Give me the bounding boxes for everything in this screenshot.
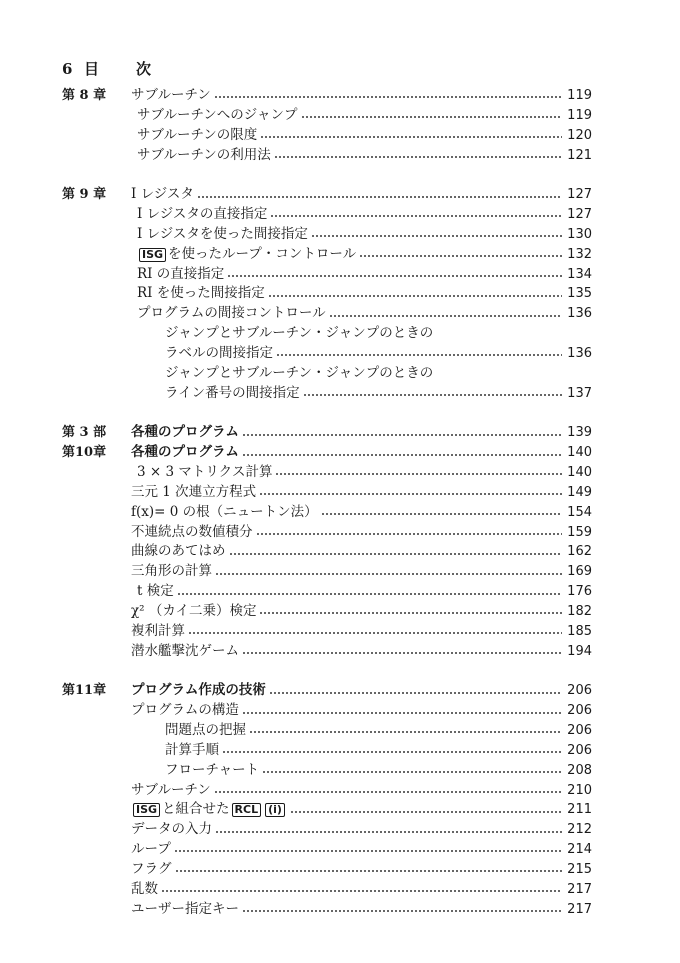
- entry-body: [131, 86, 592, 106]
- page-number: 6: [62, 60, 73, 78]
- entry-body: [137, 304, 592, 324]
- dot-leader: [174, 850, 562, 852]
- dot-leader: [214, 791, 562, 793]
- page-ref: 212: [567, 822, 592, 838]
- dot-leader: [269, 692, 562, 694]
- entry-body: [165, 344, 592, 364]
- entry-title-text: 乱数: [131, 880, 158, 897]
- dot-leader: [242, 712, 562, 714]
- entry-title-text: 潜水艦撃沈ゲーム: [131, 642, 239, 659]
- entry-title: [131, 642, 242, 662]
- dot-leader: [161, 890, 562, 892]
- entry-title-text: フローチャート: [165, 761, 260, 778]
- toc-entry: [62, 185, 592, 205]
- entry-body: [131, 423, 592, 443]
- toc-entry: [62, 106, 592, 126]
- dot-leader: [262, 771, 562, 773]
- dot-leader: [274, 156, 562, 158]
- entry-title: [137, 265, 227, 285]
- page-ref: 137: [567, 385, 592, 401]
- entry-title-text: 三元 1 次連立方程式: [131, 483, 257, 500]
- entry-body: [131, 800, 592, 820]
- entry-title: [131, 820, 215, 840]
- page-header: [62, 58, 151, 79]
- key-label: ISG: [139, 248, 166, 262]
- entry-body: [165, 761, 592, 781]
- dot-leader: [329, 315, 562, 317]
- entry-body: [165, 721, 592, 741]
- entry-body: [165, 324, 592, 344]
- toc-entry: [62, 86, 592, 106]
- dot-leader: [260, 136, 562, 138]
- entry-body: [165, 741, 592, 761]
- dot-leader: [303, 394, 562, 396]
- dot-leader: [242, 454, 562, 456]
- entry-title-text: データの入力: [131, 821, 212, 838]
- toc-entry: [62, 284, 592, 304]
- page-ref: 127: [567, 207, 592, 223]
- entry-body: [131, 840, 592, 860]
- chapter-label: 第 8 章: [62, 88, 107, 103]
- entry-title-text: χ² （カイ二乗）検定: [131, 602, 257, 619]
- toc-entry: [62, 860, 592, 880]
- entry-title: [131, 185, 197, 205]
- entry-body: [131, 900, 592, 920]
- entry-title: [131, 443, 242, 463]
- entry-title: [131, 86, 214, 106]
- chapter-label: 第10章: [62, 445, 107, 461]
- entry-body: [137, 265, 592, 285]
- page-ref: 154: [567, 504, 592, 520]
- page-ref: 119: [567, 88, 592, 103]
- entry-title-text: 問題点の把握: [165, 722, 246, 738]
- entry-title-text: RI の直接指定: [137, 265, 225, 282]
- entry-title: [165, 384, 303, 404]
- entry-title: [165, 741, 222, 761]
- toc-entry: [62, 225, 592, 245]
- entry-title-text: f(x)= 0 の根（ニュートン法）: [131, 503, 318, 520]
- toc-entry: [62, 364, 592, 384]
- page-ref: 140: [567, 465, 592, 481]
- toc-entry: [62, 443, 592, 463]
- key-label: ISG: [133, 803, 160, 817]
- entry-title: [137, 106, 301, 126]
- entry-body: [131, 622, 592, 642]
- entry-title-text: ユーザー指定キー: [131, 900, 239, 917]
- dot-leader: [197, 196, 562, 198]
- table-of-contents: [62, 86, 592, 919]
- entry-title-text: 各種のプログラム: [131, 424, 239, 441]
- page-ref: 136: [567, 345, 592, 361]
- page-ref: 121: [567, 147, 592, 163]
- toc-entry: [62, 542, 592, 562]
- entry-title-text: ジャンプとサブルーチン・ジャンプのときの: [165, 364, 434, 381]
- entry-body: [131, 503, 592, 523]
- entry-title-text: サブルーチン: [131, 87, 211, 103]
- page-ref: 120: [567, 127, 592, 143]
- entry-body: [137, 146, 592, 166]
- page-ref: 176: [567, 584, 592, 600]
- entry-title: [137, 146, 274, 166]
- page-ref: 208: [567, 762, 592, 778]
- dot-leader: [276, 354, 562, 356]
- entry-title: [131, 900, 242, 920]
- toc-entry: [62, 642, 592, 662]
- entry-title: [131, 562, 215, 582]
- toc-entry: [62, 701, 592, 721]
- dot-leader: [259, 612, 562, 614]
- entry-title: [137, 245, 359, 265]
- entry-title: [131, 681, 269, 701]
- dot-leader: [175, 870, 563, 872]
- dot-leader: [321, 513, 562, 515]
- page-ref: 130: [567, 226, 592, 242]
- entry-body: [165, 364, 592, 384]
- entry-title: [137, 225, 311, 245]
- page-ref: 206: [567, 742, 592, 758]
- dot-leader: [256, 533, 563, 535]
- header-word-2: 次: [136, 60, 152, 78]
- toc-entry: [62, 384, 592, 404]
- page-ref: 134: [567, 266, 592, 282]
- entry-title-text: サブルーチンの限度: [137, 126, 258, 143]
- dot-leader: [242, 434, 562, 436]
- page-ref: 140: [567, 445, 592, 461]
- entry-title-text: と組合せた: [162, 801, 230, 818]
- entry-title-text: ジャンプとサブルーチン・ジャンプのときの: [165, 325, 434, 342]
- toc-entry: [62, 602, 592, 622]
- page-ref: 159: [567, 524, 592, 540]
- page-ref: 217: [567, 901, 592, 917]
- entry-title-text: を使ったループ・コントロール: [168, 245, 357, 262]
- entry-title: [137, 205, 270, 225]
- page-ref: 127: [567, 187, 592, 203]
- toc-entry: [62, 800, 592, 820]
- dot-leader: [242, 652, 562, 654]
- entry-body: [131, 880, 592, 900]
- dot-leader: [229, 553, 563, 555]
- chapter-label: 第 9 章: [62, 187, 107, 203]
- entry-title: [137, 284, 268, 304]
- toc-entry: [62, 840, 592, 860]
- entry-body: [137, 582, 592, 602]
- entry-body: [131, 860, 592, 880]
- toc-entry: [62, 781, 592, 801]
- toc-entry: [62, 681, 592, 701]
- dot-leader: [311, 235, 562, 237]
- entry-title-text: ラベルの間接指定: [165, 344, 273, 361]
- dot-leader: [177, 593, 562, 595]
- entry-body: [131, 483, 592, 503]
- dot-leader: [227, 275, 562, 277]
- entry-title: [137, 582, 177, 602]
- page-ref: 136: [567, 306, 592, 322]
- entry-body: [137, 463, 592, 483]
- entry-title: [131, 840, 174, 860]
- page-ref: 149: [567, 484, 592, 500]
- dot-leader: [359, 255, 562, 257]
- dot-leader: [270, 215, 562, 217]
- entry-body: [131, 562, 592, 582]
- dot-leader: [249, 731, 562, 733]
- dot-leader: [215, 831, 562, 833]
- entry-body: [137, 126, 592, 146]
- toc-entry: [62, 820, 592, 840]
- toc-entry: [62, 523, 592, 543]
- entry-title: [131, 483, 259, 503]
- entry-title: [165, 761, 262, 781]
- entry-title-text: I レジスタを使った間接指定: [137, 225, 308, 242]
- dot-leader: [222, 751, 562, 753]
- entry-title: [131, 800, 290, 820]
- entry-body: [137, 106, 592, 126]
- entry-title: [131, 542, 229, 562]
- entry-body: [137, 245, 592, 265]
- entry-title-text: サブルーチン: [131, 781, 211, 798]
- entry-body: [131, 681, 592, 701]
- toc-entry: [62, 880, 592, 900]
- entry-title: [137, 126, 260, 146]
- toc-entry: [62, 741, 592, 761]
- page-ref: 185: [567, 623, 592, 639]
- toc-entry: [62, 423, 592, 443]
- dot-leader: [275, 473, 562, 475]
- entry-title-text: 三角形の計算: [131, 563, 212, 580]
- entry-title-text: 計算手順: [165, 741, 219, 758]
- entry-title: [131, 622, 188, 642]
- entry-body: [131, 443, 592, 463]
- page-ref: 215: [567, 861, 592, 877]
- entry-title: [131, 880, 161, 900]
- dot-leader: [301, 116, 562, 118]
- dot-leader: [188, 632, 562, 634]
- entry-title-text: 3 × 3 マトリクス計算: [137, 464, 273, 481]
- entry-title: [137, 463, 275, 483]
- page-ref: 206: [567, 703, 592, 719]
- entry-body: [137, 205, 592, 225]
- toc-entry: [62, 582, 592, 602]
- toc-entry: [62, 205, 592, 225]
- header-word-1: 目: [84, 60, 100, 78]
- entry-title: [137, 304, 329, 324]
- chapter-label: 第11章: [62, 683, 107, 699]
- toc-entry: [62, 126, 592, 146]
- entry-title: [131, 602, 259, 622]
- key-label: RCL: [232, 803, 262, 817]
- key-label: (i): [265, 803, 285, 817]
- entry-title: [131, 423, 242, 443]
- entry-body: [165, 384, 592, 404]
- entry-title-text: サブルーチンへのジャンプ: [137, 106, 298, 123]
- dot-leader: [259, 493, 562, 495]
- toc-entry: [62, 146, 592, 166]
- toc-entry: [62, 900, 592, 920]
- entry-body: [131, 602, 592, 622]
- entry-title-text: サブルーチンの利用法: [137, 146, 271, 163]
- page-ref: 182: [567, 603, 592, 619]
- toc-entry: [62, 562, 592, 582]
- toc-entry: [62, 344, 592, 364]
- entry-body: [131, 185, 592, 205]
- entry-title: [165, 364, 436, 384]
- toc-entry: [62, 463, 592, 483]
- entry-body: [137, 284, 592, 304]
- page-ref: 214: [567, 842, 592, 858]
- dot-leader: [242, 910, 562, 912]
- chapter-label: 第 3 部: [62, 425, 107, 441]
- entry-title-text: 複利計算: [131, 622, 185, 639]
- entry-title-text: プログラムの間接コントロール: [137, 305, 326, 322]
- page-ref: 162: [567, 544, 592, 560]
- entry-title-text: フラグ: [131, 860, 172, 877]
- entry-body: [131, 820, 592, 840]
- entry-body: [131, 523, 592, 543]
- toc-entry: [62, 721, 592, 741]
- entry-body: [131, 781, 592, 801]
- page-ref: 119: [567, 107, 592, 123]
- dot-leader: [215, 573, 562, 575]
- page-ref: 132: [567, 246, 592, 262]
- dot-leader: [290, 811, 562, 813]
- entry-title: [165, 721, 249, 741]
- entry-title-text: t 検定: [137, 583, 174, 600]
- page-ref: 206: [567, 723, 592, 738]
- entry-body: [131, 642, 592, 662]
- toc-entry: [62, 483, 592, 503]
- entry-title-text: 各種のプログラム: [131, 444, 239, 461]
- dot-leader: [268, 295, 562, 297]
- page-ref: 194: [567, 643, 592, 659]
- page-ref: 211: [567, 802, 592, 818]
- entry-title-text: プログラム作成の技術: [131, 682, 266, 699]
- entry-title-text: プログラムの構造: [131, 702, 239, 719]
- entry-title: [131, 860, 175, 880]
- page-ref: 169: [567, 564, 592, 580]
- entry-title: [131, 523, 256, 543]
- entry-title-text: RI を使った間接指定: [137, 285, 265, 302]
- toc-entry: [62, 622, 592, 642]
- entry-title: [165, 344, 276, 364]
- entry-title-text: 曲線のあてはめ: [131, 543, 226, 560]
- entry-title-text: ライン番号の間接指定: [165, 384, 300, 401]
- toc-entry: [62, 265, 592, 285]
- entry-title: [131, 503, 321, 523]
- entry-title: [131, 781, 214, 801]
- entry-title-text: 不連続点の数値積分: [131, 523, 253, 540]
- toc-entry: [62, 324, 592, 344]
- entry-body: [137, 225, 592, 245]
- page-ref: 139: [567, 425, 592, 441]
- entry-title: [131, 701, 242, 721]
- page-ref: 135: [567, 286, 592, 302]
- entry-title-text: I レジスタ: [131, 186, 194, 203]
- entry-body: [131, 701, 592, 721]
- dot-leader: [214, 96, 562, 98]
- toc-entry: [62, 245, 592, 265]
- page-ref: 217: [567, 881, 592, 897]
- toc-entry: [62, 503, 592, 523]
- entry-title-text: I レジスタの直接指定: [137, 206, 268, 223]
- toc-entry: [62, 304, 592, 324]
- entry-body: [131, 542, 592, 562]
- page-ref: 206: [567, 683, 592, 699]
- page-ref: 210: [567, 782, 592, 798]
- entry-title-text: ループ: [131, 841, 171, 858]
- entry-title: [165, 324, 436, 344]
- toc-entry: [62, 761, 592, 781]
